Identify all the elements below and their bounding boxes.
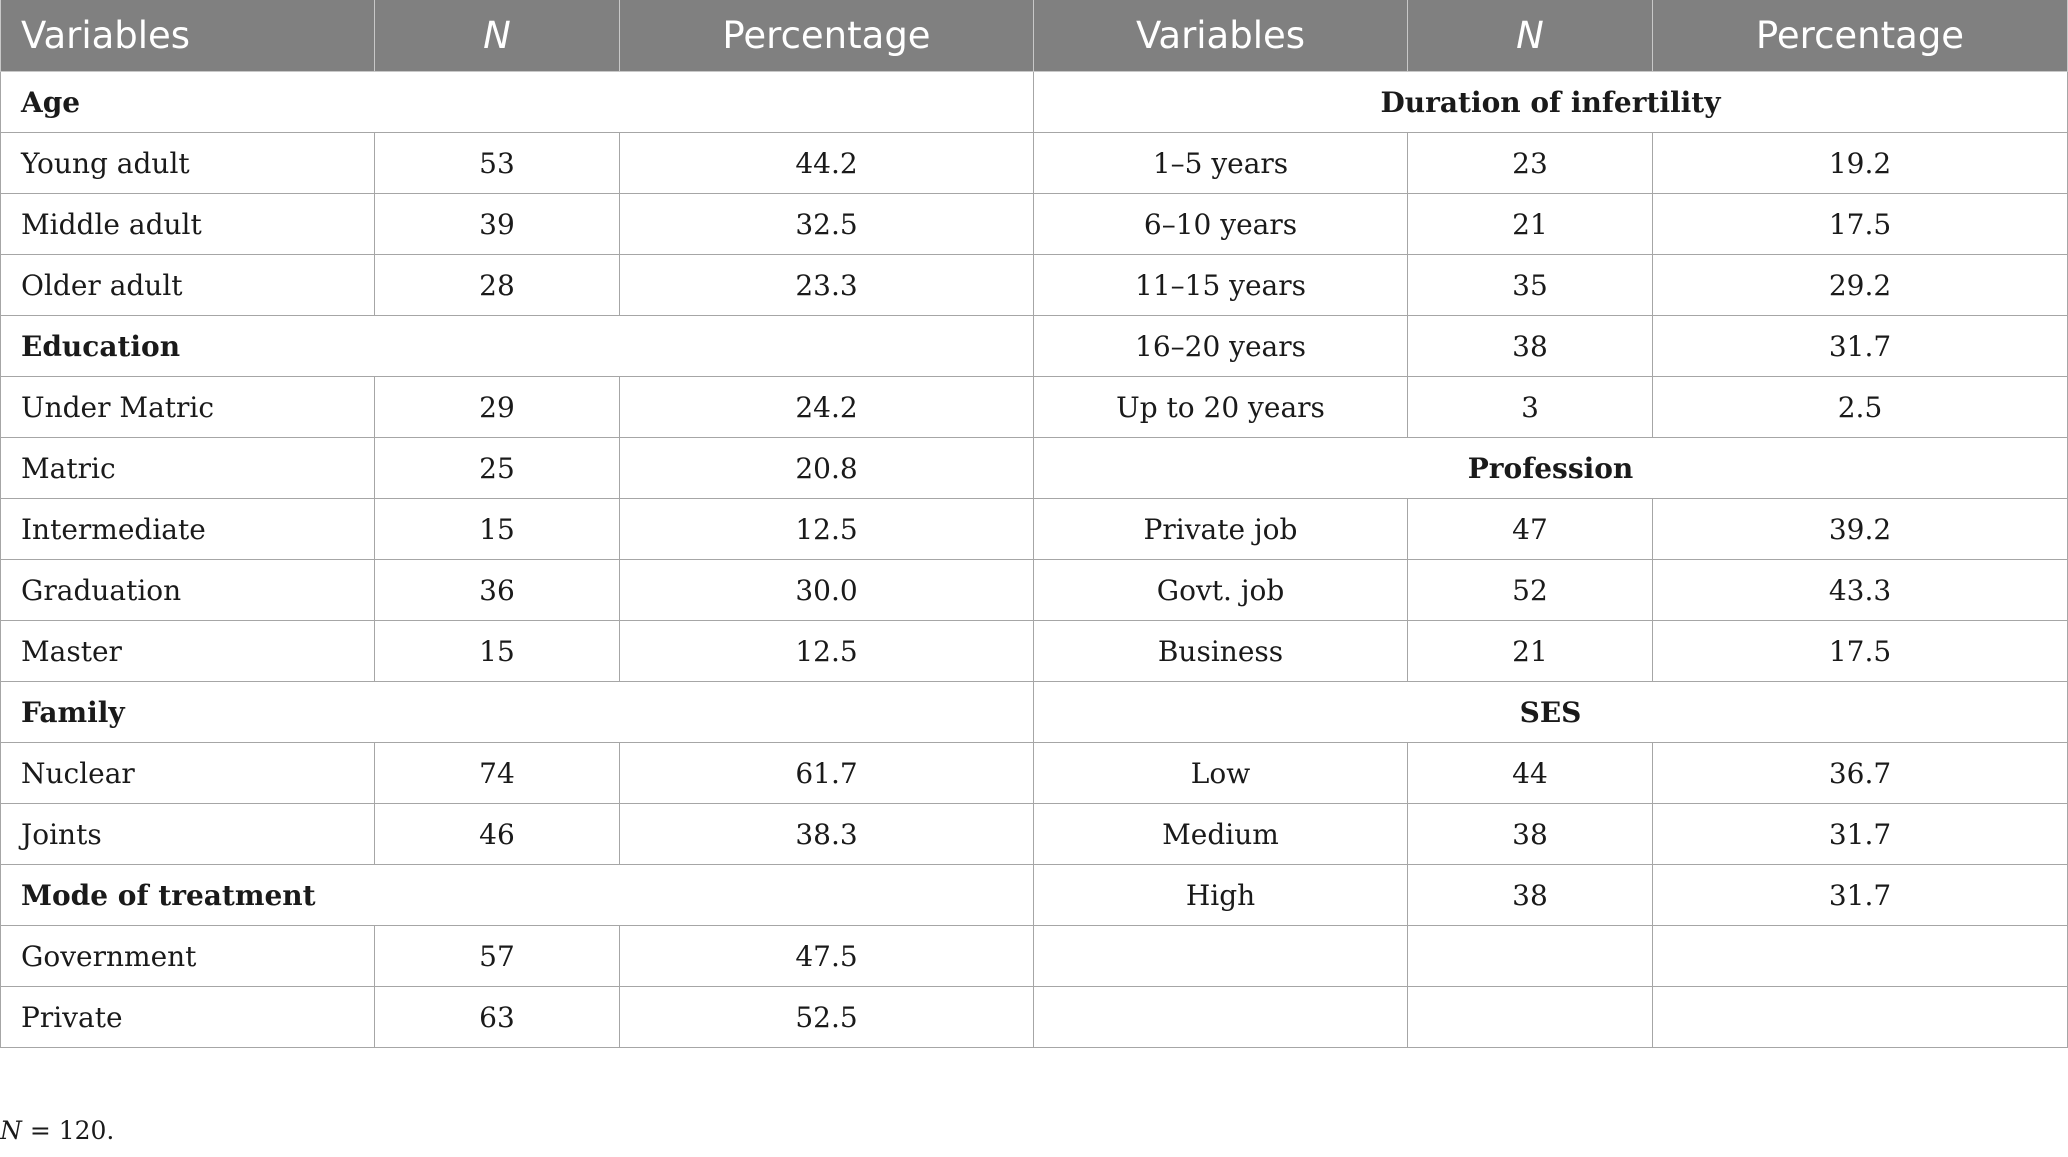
- cell-variable: 1–5 years: [1034, 133, 1408, 194]
- cell-percentage: 32.5: [620, 194, 1034, 255]
- cell-n: 74: [375, 743, 620, 804]
- cell-n: 36: [375, 560, 620, 621]
- cell-variable: Private: [1, 987, 375, 1048]
- footnote-symbol: N: [0, 1116, 22, 1145]
- cell-variable: Up to 20 years: [1034, 377, 1408, 438]
- cell-variable: 6–10 years: [1034, 194, 1408, 255]
- cell-percentage: 43.3: [1653, 560, 2068, 621]
- table-row: [1, 499, 2068, 560]
- section-label-profession: Profession: [1034, 438, 2068, 499]
- cell-n: 35: [1408, 255, 1653, 316]
- cell-percentage: 30.0: [620, 560, 1034, 621]
- table-row: [1, 743, 2068, 804]
- cell-percentage: 31.7: [1653, 804, 2068, 865]
- cell-n: 47: [1408, 499, 1653, 560]
- cell-n: 25: [375, 438, 620, 499]
- table-row: [1, 865, 2068, 926]
- cell-variable: Low: [1034, 743, 1408, 804]
- section-label-duration: Duration of infertility: [1034, 72, 2068, 133]
- cell-n: 3: [1408, 377, 1653, 438]
- table-row: [1, 560, 2068, 621]
- cell-n: 21: [1408, 194, 1653, 255]
- cell-variable: Young adult: [1, 133, 375, 194]
- cell-percentage: 17.5: [1653, 194, 2068, 255]
- table-row: [1, 621, 2068, 682]
- cell-variable: Nuclear: [1, 743, 375, 804]
- cell-n: 57: [375, 926, 620, 987]
- header-variables-left: Variables: [1, 0, 375, 72]
- cell-variable: Intermediate: [1, 499, 375, 560]
- table-row: [1, 438, 2068, 499]
- empty-cell: [1034, 987, 1408, 1048]
- section-label-treatment: Mode of treatment: [1, 865, 1034, 926]
- cell-variable: Medium: [1034, 804, 1408, 865]
- cell-n: 63: [375, 987, 620, 1048]
- cell-n: 15: [375, 621, 620, 682]
- cell-percentage: 47.5: [620, 926, 1034, 987]
- cell-percentage: 20.8: [620, 438, 1034, 499]
- cell-percentage: 23.3: [620, 255, 1034, 316]
- cell-percentage: 19.2: [1653, 133, 2068, 194]
- section-label-ses: SES: [1034, 682, 2068, 743]
- cell-n: 38: [1408, 804, 1653, 865]
- cell-percentage: 24.2: [620, 377, 1034, 438]
- cell-n: 52: [1408, 560, 1653, 621]
- cell-variable: Matric: [1, 438, 375, 499]
- table-row: [1, 133, 2068, 194]
- header-percentage-right: Percentage: [1653, 0, 2068, 72]
- cell-variable: Business: [1034, 621, 1408, 682]
- cell-variable: Govt. job: [1034, 560, 1408, 621]
- cell-percentage: 36.7: [1653, 743, 2068, 804]
- cell-variable: Government: [1, 926, 375, 987]
- table-row: [1, 194, 2068, 255]
- cell-percentage: 44.2: [620, 133, 1034, 194]
- cell-percentage: 17.5: [1653, 621, 2068, 682]
- cell-variable: Private job: [1034, 499, 1408, 560]
- cell-n: 28: [375, 255, 620, 316]
- header-n-right: N: [1408, 0, 1653, 72]
- table-footnote: [0, 1116, 114, 1145]
- table-row: [1, 72, 2068, 133]
- cell-percentage: 39.2: [1653, 499, 2068, 560]
- cell-percentage: 38.3: [620, 804, 1034, 865]
- empty-cell: [1034, 926, 1408, 987]
- section-label-education: Education: [1, 316, 1034, 377]
- cell-percentage: 61.7: [620, 743, 1034, 804]
- cell-n: 38: [1408, 316, 1653, 377]
- cell-percentage: 12.5: [620, 621, 1034, 682]
- section-label-age: Age: [1, 72, 1034, 133]
- table-row: [1, 804, 2068, 865]
- cell-n: 44: [1408, 743, 1653, 804]
- cell-variable: High: [1034, 865, 1408, 926]
- table-row: [1, 682, 2068, 743]
- cell-n: 39: [375, 194, 620, 255]
- table-row: [1, 926, 2068, 987]
- cell-n: 29: [375, 377, 620, 438]
- cell-percentage: 31.7: [1653, 316, 2068, 377]
- cell-n: 46: [375, 804, 620, 865]
- cell-percentage: 2.5: [1653, 377, 2068, 438]
- table-row: [1, 255, 2068, 316]
- cell-variable: Master: [1, 621, 375, 682]
- cell-variable: 11–15 years: [1034, 255, 1408, 316]
- cell-variable: 16–20 years: [1034, 316, 1408, 377]
- table-row: [1, 316, 2068, 377]
- header-percentage-left: Percentage: [620, 0, 1034, 72]
- cell-n: 21: [1408, 621, 1653, 682]
- empty-cell: [1408, 987, 1653, 1048]
- cell-variable: Joints: [1, 804, 375, 865]
- cell-percentage: 29.2: [1653, 255, 2068, 316]
- cell-percentage: 12.5: [620, 499, 1034, 560]
- cell-variable: Under Matric: [1, 377, 375, 438]
- cell-variable: Middle adult: [1, 194, 375, 255]
- empty-cell: [1653, 987, 2068, 1048]
- empty-cell: [1653, 926, 2068, 987]
- section-label-family: Family: [1, 682, 1034, 743]
- cell-variable: Graduation: [1, 560, 375, 621]
- cell-percentage: 52.5: [620, 987, 1034, 1048]
- cell-variable: Older adult: [1, 255, 375, 316]
- cell-n: 38: [1408, 865, 1653, 926]
- table-row: [1, 987, 2068, 1048]
- cell-n: 15: [375, 499, 620, 560]
- cell-percentage: 31.7: [1653, 865, 2068, 926]
- cell-n: 23: [1408, 133, 1653, 194]
- header-variables-right: Variables: [1034, 0, 1408, 72]
- empty-cell: [1408, 926, 1653, 987]
- table-row: [1, 377, 2068, 438]
- footnote-text: = 120.: [21, 1116, 115, 1145]
- header-n-left: N: [375, 0, 620, 72]
- header-row: [1, 0, 2068, 72]
- cell-n: 53: [375, 133, 620, 194]
